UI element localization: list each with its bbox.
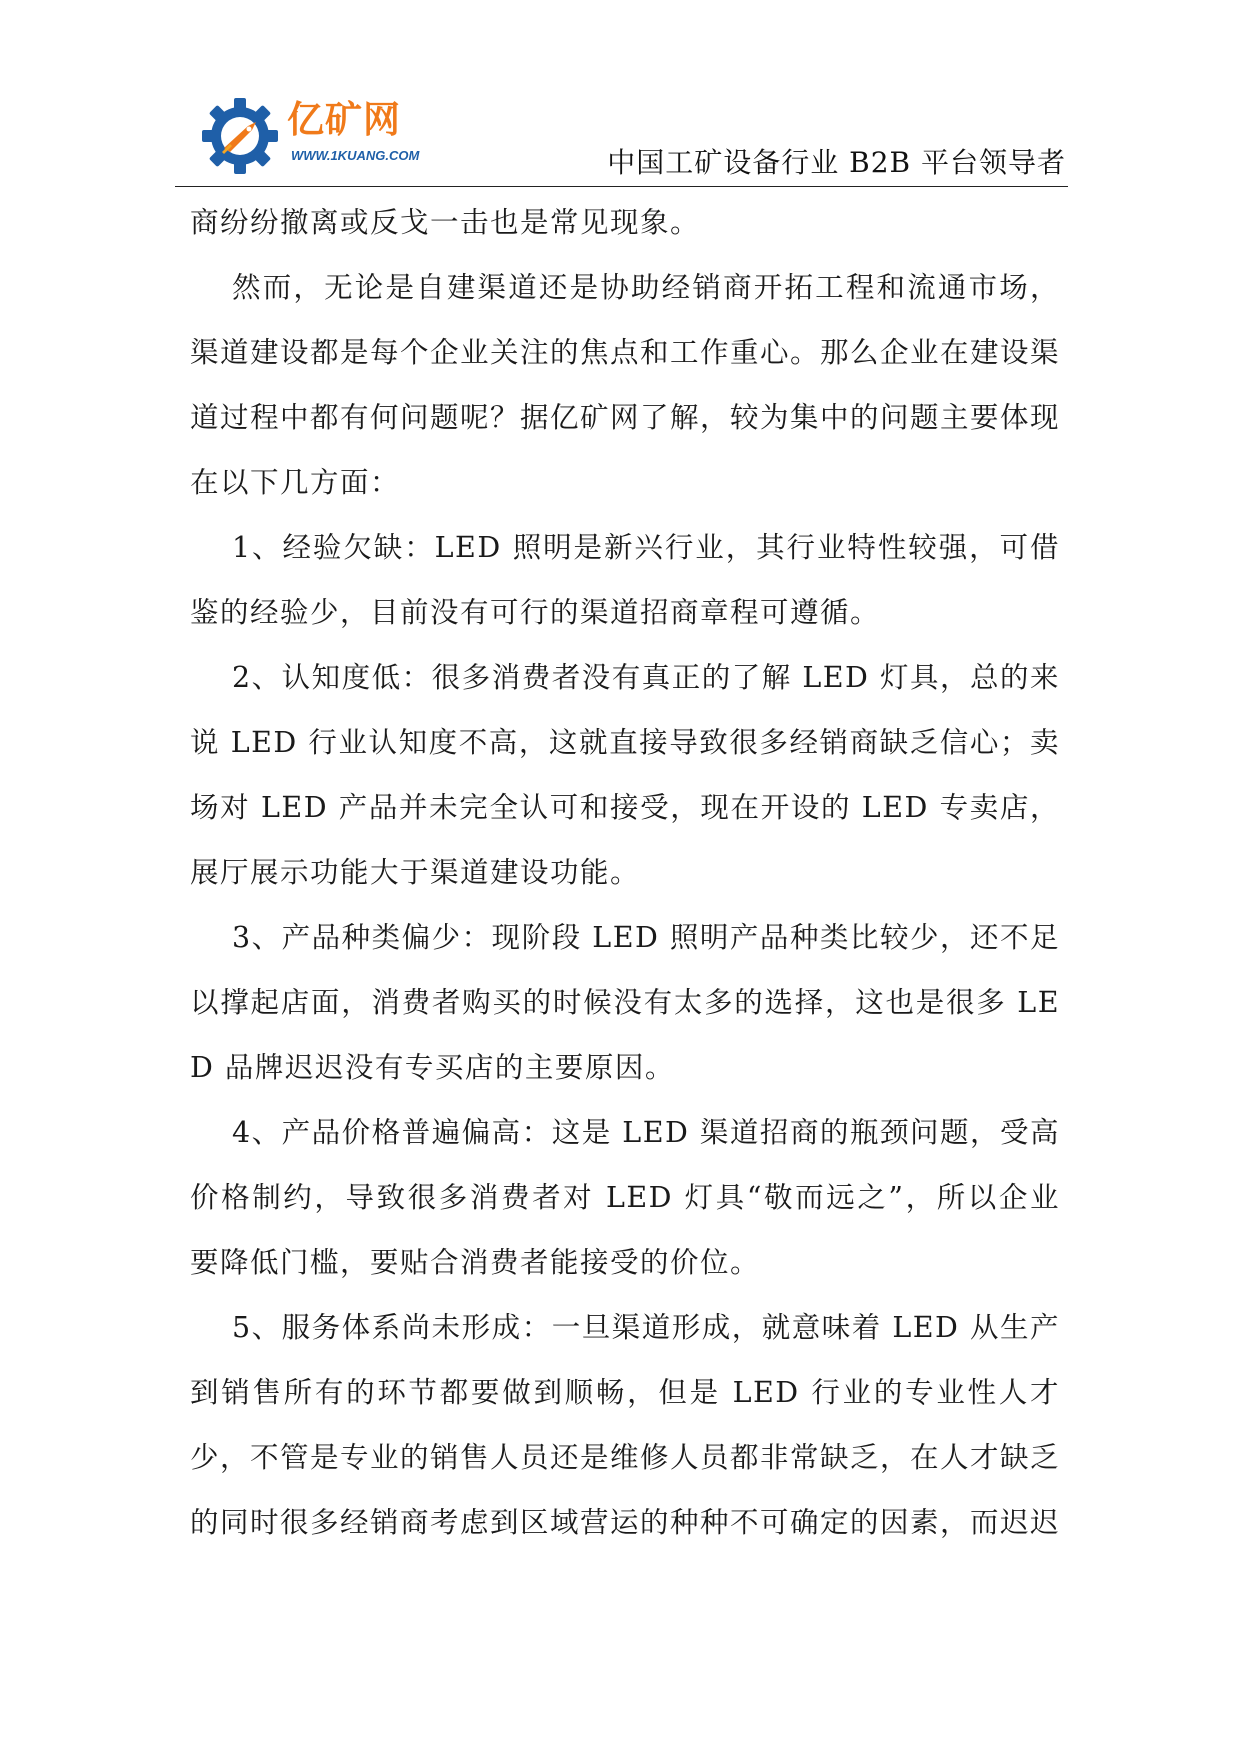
paragraph-continuation: 商纷纷撤离或反戈一击也是常见现象。: [190, 206, 701, 239]
paragraph-point-1: 1、经验欠缺：LED 照明是新兴行业，其行业特性较强，可借鉴的经验少，目前没有可行的渠道招商章程可遵循。: [190, 531, 1060, 629]
paragraph-point-4: 4、产品价格普遍偏高：这是 LED 渠道招商的瓶颈问题，受高价格制约，导致很多消费者对 LED 灯具“敬而远之”，所以企业要降低门槛，要贴合消费者能接受的价位。: [190, 1116, 1060, 1279]
logo-url: WWW.1KUANG.COM: [291, 148, 420, 163]
paragraph-point-2: 2、认知度低：很多消费者没有真正的了解 LED 灯具，总的来说 LED 行业认知度不高，这就直接导致很多经销商缺乏信心；卖场对 LED 产品并未完全认可和接受，现在开设的 LED 专卖店，展厅展示功能大于渠道建设功能。: [190, 661, 1060, 889]
paragraph-point-5: 5、服务体系尚未形成：一旦渠道形成，就意味着 LED 从生产到销售所有的环节都要做到顺畅，但是 LED 行业的专业性人才少，不管是专业的销售人员还是维修人员都非常缺乏，在人才缺乏的同时很多经销商考虑到区域营运的种种不可确定的因素，而迟迟: [190, 1311, 1061, 1539]
paragraph-point-3: 3、产品种类偏少：现阶段 LED 照明产品种类比较少，还不足以撑起店面，消费者购买的时候没有太多的选择，这也是很多 LED 品牌迟迟没有专买店的主要原因。: [190, 921, 1060, 1084]
logo-text: 亿矿网: [287, 98, 401, 141]
gear-rocket-logo-icon: [200, 96, 280, 176]
page-header: [175, 88, 1068, 187]
header-tagline: 中国工矿设备行业 B2B 平台领导者: [607, 146, 1066, 179]
document-body: [190, 190, 1060, 1555]
paragraph-intro: 然而，无论是自建渠道还是协助经销商开拓工程和流通市场，渠道建设都是每个企业关注的焦点和工作重心。那么企业在建设渠道过程中都有何问题呢？据亿矿网了解，较为集中的问题主要体现在以下几方面：: [190, 271, 1061, 499]
